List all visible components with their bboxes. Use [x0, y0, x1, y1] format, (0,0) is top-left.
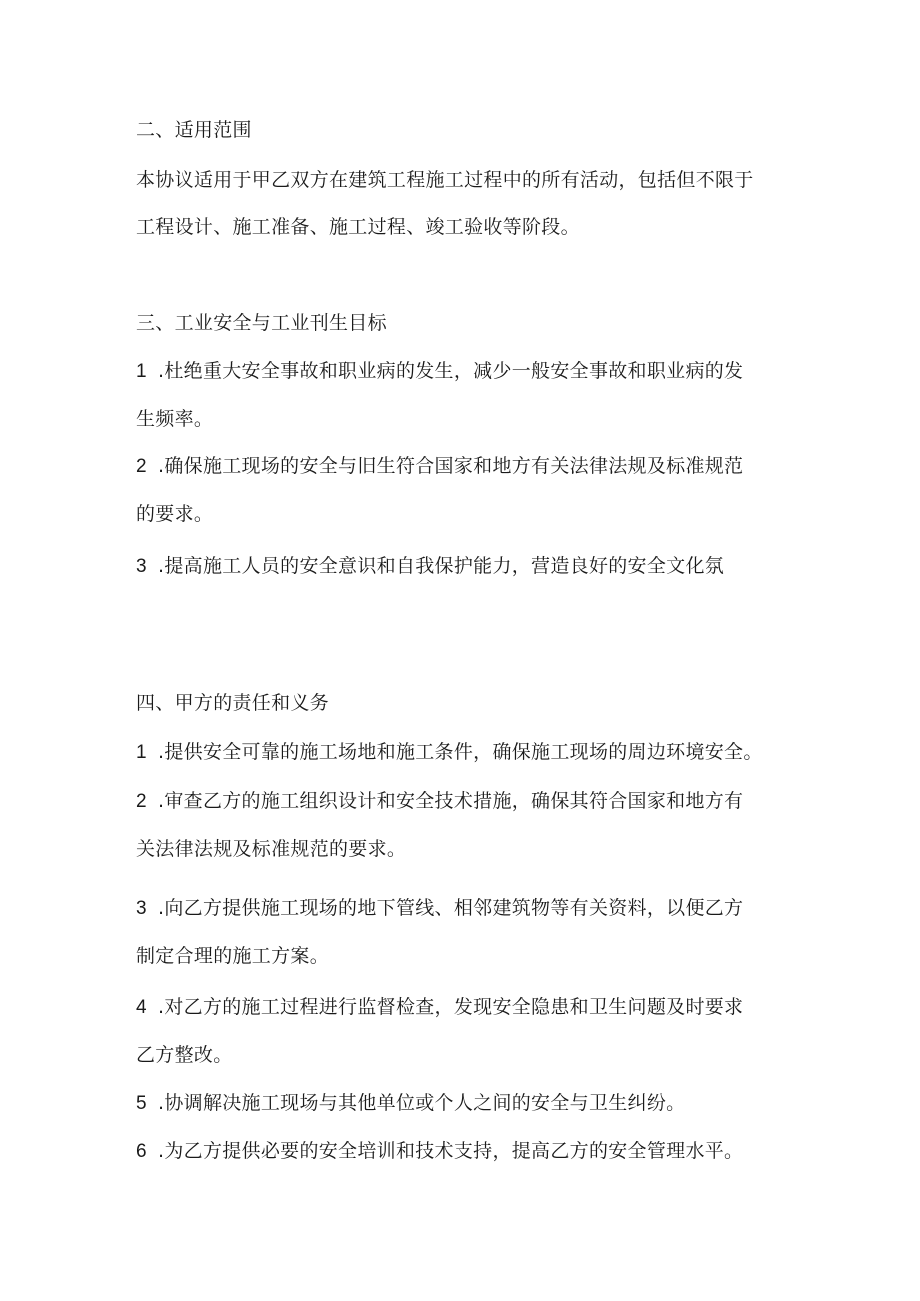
item-number: 6: [136, 1141, 147, 1162]
list-item: [136, 994, 743, 1021]
item-number: 3: [136, 556, 147, 577]
item-number: 2: [136, 456, 147, 477]
item-text: .对乙方的施工过程进行监督检查，发现安全隐患和卫生问题及时要求: [158, 996, 744, 1018]
item-text: .向乙方提供施工现场的地下管线、相邻建筑物等有关资料，以便乙方: [158, 897, 744, 919]
item-text: .确保施工现场的安全与旧生符合国家和地方有关法律法规及标准规范: [158, 455, 744, 477]
section-3-heading: 三、工业安全与工业刊生目标: [136, 312, 387, 334]
item-number: 1: [136, 361, 147, 382]
list-item: [136, 1138, 743, 1165]
list-item: [136, 739, 763, 766]
item-text-continuation: 制定合理的施工方案。: [136, 945, 330, 967]
item-number: 4: [136, 997, 147, 1018]
section-2-paragraph-line-1: 本协议适用于甲乙双方在建筑工程施工过程中的所有活动，包括但不限于: [136, 169, 754, 191]
item-text: .为乙方提供必要的安全培训和技术支持，提高乙方的安全管理水平。: [158, 1140, 744, 1162]
item-number: 3: [136, 898, 147, 919]
item-text: .协调解决施工现场与其他单位或个人之间的安全与卫生纠纷。: [158, 1092, 686, 1114]
list-item: [136, 553, 724, 580]
section-4-heading: 四、甲方的责任和义务: [136, 692, 330, 714]
item-text-continuation: 生频率。: [136, 408, 214, 430]
item-text-continuation: 的要求。: [136, 503, 214, 525]
item-text: .提高施工人员的安全意识和自我保护能力，营造良好的安全文化氛: [158, 555, 725, 577]
item-text-continuation: 关法律法规及标准规范的要求。: [136, 838, 407, 860]
item-number: 1: [136, 742, 147, 763]
item-number: 2: [136, 791, 147, 812]
item-text: .提供安全可靠的施工场地和施工条件，确保施工现场的周边环境安全。: [158, 741, 763, 763]
list-item: [136, 453, 743, 480]
section-2-paragraph-line-2: 工程设计、施工准备、施工过程、竣工验收等阶段。: [136, 216, 580, 238]
list-item: [136, 788, 743, 815]
item-number: 5: [136, 1093, 147, 1114]
item-text: .审查乙方的施工组织设计和安全技术措施，确保其符合国家和地方有: [158, 790, 744, 812]
section-2-heading: 二、适用范围: [136, 119, 252, 141]
list-item: [136, 1090, 685, 1117]
list-item: [136, 358, 743, 385]
item-text-continuation: 乙方整改。: [136, 1044, 233, 1066]
list-item: [136, 895, 743, 922]
item-text: .杜绝重大安全事故和职业病的发生，减少一般安全事故和职业病的发: [158, 360, 744, 382]
